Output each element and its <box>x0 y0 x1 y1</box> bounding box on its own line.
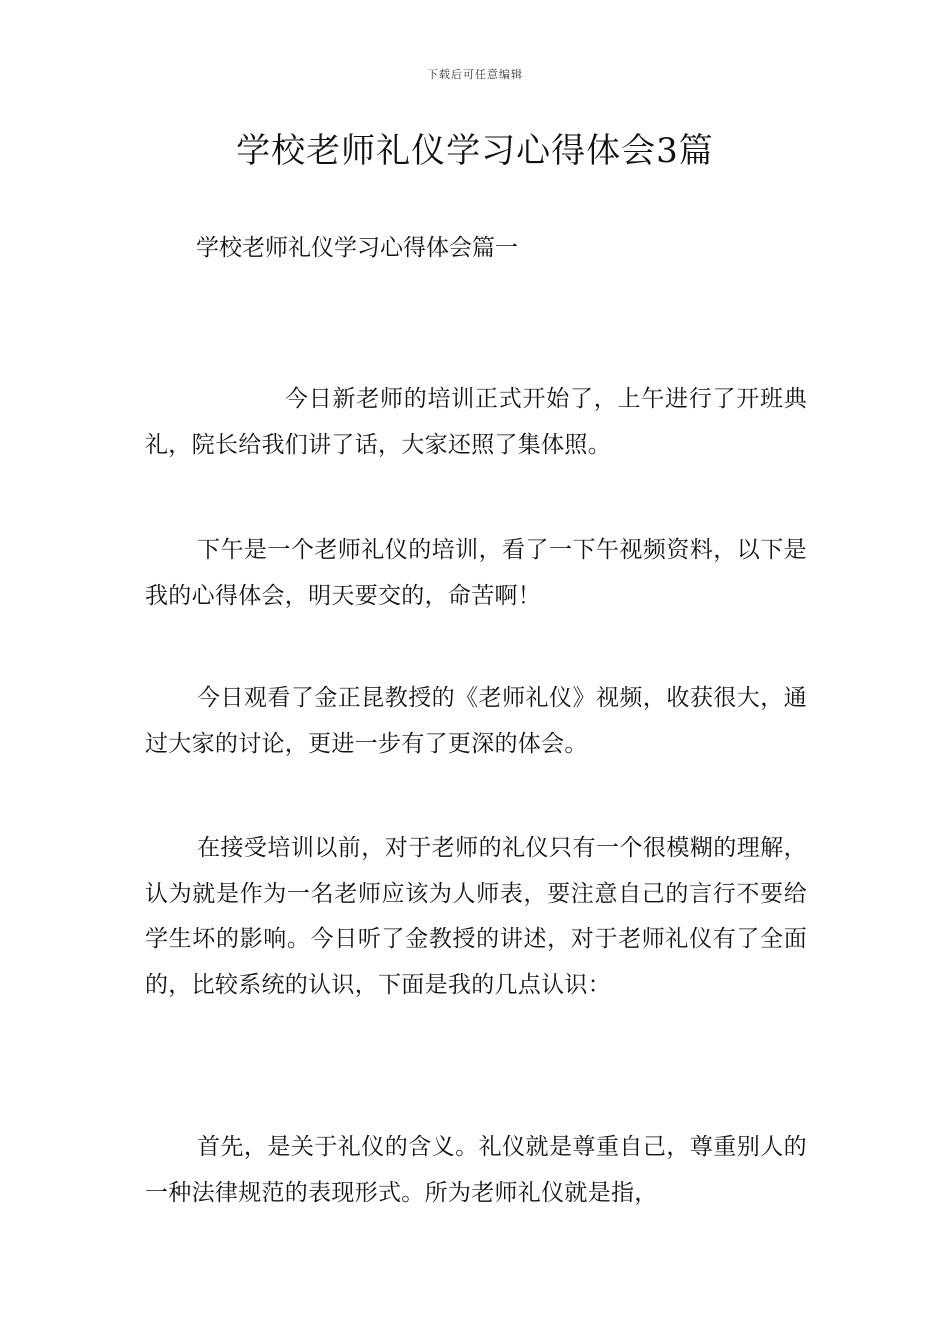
header-note: 下载后可任意编辑 <box>427 68 523 81</box>
paragraph-5: 首先，是关于礼仪的含义。礼仪就是尊重自己，尊重别人的一种法律规范的表现形式。所为老师礼仪就是指， <box>145 1134 807 1206</box>
section-heading: 学校老师礼仪学习心得体会篇一 <box>196 235 518 261</box>
paragraph-1: 今日新老师的培训正式开始了，上午进行了开班典礼，院长给我们讲了话，大家还照了集体照。 <box>145 386 807 458</box>
paragraph-4: 在接受培训以前，对于老师的礼仪只有一个很模糊的理解，认为就是作为一名老师应该为人师表，要注意自己的言行不要给学生坏的影响。今日听了金教授的讲述，对于老师礼仪有了全面的，比较系统的认识，下面是我的几点认识： <box>145 835 807 998</box>
document-title: 学校老师礼仪学习心得体会3篇 <box>236 131 714 171</box>
paragraph-2: 下午是一个老师礼仪的培训，看了一下午视频资料，以下是我的心得体会，明天要交的，命苦啊！ <box>145 537 807 609</box>
paragraph-3: 今日观看了金正昆教授的《老师礼仪》视频，收获很大，通过大家的讨论，更进一步有了更深的体会。 <box>145 685 807 757</box>
